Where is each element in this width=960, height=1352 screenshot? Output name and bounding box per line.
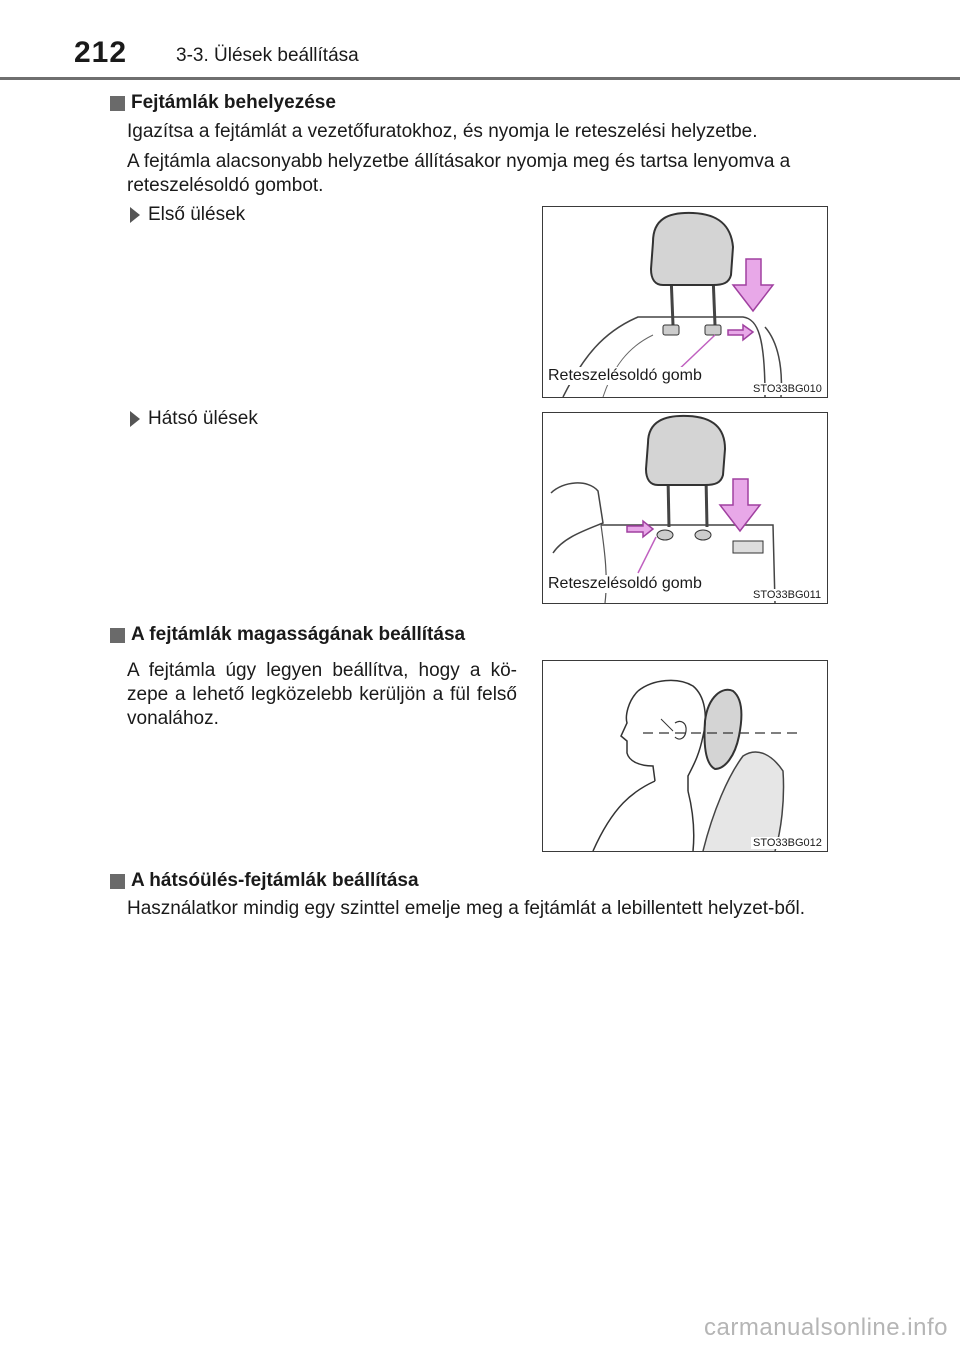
- figure-headrest-height: [542, 660, 828, 852]
- section-bullet-icon: [110, 874, 125, 889]
- callout-release-button: Reteszelésoldó gomb: [545, 367, 705, 385]
- sub-item-label: Hátsó ülések: [148, 408, 258, 429]
- figure-code: STO33BG011: [753, 589, 822, 601]
- triangle-bullet-icon: [130, 411, 140, 427]
- paragraph: Használatkor mindig egy szinttel emelje meg a fejtámlát a lebillentett helyzet-ből.: [127, 898, 805, 919]
- page-number: 212: [74, 36, 128, 69]
- sub-item-front-seats: [130, 204, 245, 226]
- paragraph: Igazítsa a fejtámlát a vezetőfuratokhoz, és nyomja le reteszelési helyzetbe.: [127, 121, 758, 142]
- callout-release-button: Reteszelésoldó gomb: [545, 575, 705, 593]
- watermark: carmanualsonline.info: [704, 1314, 948, 1341]
- sub-item-rear-seats: [130, 408, 258, 430]
- section-bullet-icon: [110, 628, 125, 643]
- figure-code: STO33BG012: [753, 837, 822, 849]
- paragraph: A fejtámla úgy legyen beállítva, hogy a kö-zepe a lehető legközelebb kerüljön a fül felső vonalához.: [127, 660, 517, 729]
- sub-item-label: Első ülések: [148, 204, 246, 225]
- paragraph: A fejtámla alacsonyabb helyzetbe állításakor nyomja meg és tartsa lenyomva a reteszelésoldó gombot.: [127, 151, 791, 196]
- section-heading-rear-headrest: [110, 870, 419, 892]
- triangle-bullet-icon: [130, 207, 140, 223]
- figure-rear-seat-headrest: [542, 412, 828, 604]
- section-heading-headrest-height: [110, 624, 465, 646]
- section-heading-text: Fejtámlák behelyezése: [131, 92, 336, 113]
- chapter-title: 3-3. Ülések beállítása: [176, 45, 359, 66]
- section-heading-headrest-install: [110, 92, 336, 114]
- header-divider: [0, 77, 960, 80]
- figure-front-seat-headrest: [542, 206, 828, 398]
- section-bullet-icon: [110, 96, 125, 111]
- section-heading-text: A fejtámlák magasságának beállítása: [131, 624, 466, 645]
- figure-code: STO33BG010: [753, 383, 822, 395]
- head-position-illustration: [543, 661, 827, 851]
- section-heading-text: A hátsóülés-fejtámlák beállítása: [131, 870, 419, 891]
